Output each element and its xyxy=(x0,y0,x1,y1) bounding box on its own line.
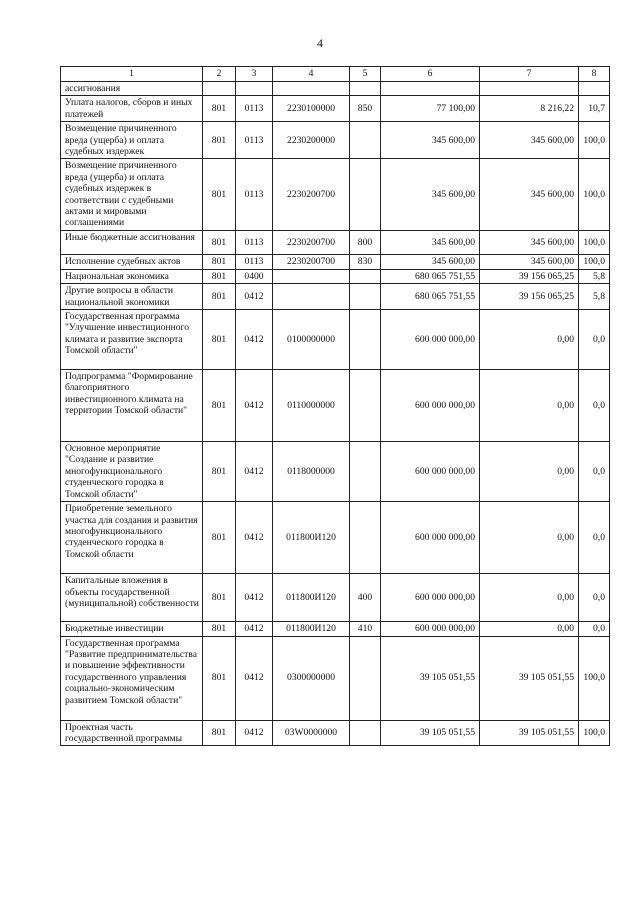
table-row xyxy=(61,622,610,636)
planned-amount: 680 065 751,55 xyxy=(381,284,480,310)
execution-percent: 0,0 xyxy=(579,310,610,370)
row-name: Уплата налогов, сборов и иных платежей xyxy=(61,96,203,122)
kvsr-code: 801 xyxy=(203,636,236,720)
table-row xyxy=(61,255,610,269)
execution-percent: 0,0 xyxy=(579,502,610,574)
target-article-code xyxy=(273,284,350,310)
planned-amount: 345 600,00 xyxy=(381,255,480,269)
kvsr-code: 801 xyxy=(203,720,236,746)
row-name: Другие вопросы в области национальной экономики xyxy=(61,284,203,310)
expense-type-code xyxy=(350,310,381,370)
target-article-code: 011800И120 xyxy=(273,574,350,622)
executed-amount: 345 600,00 xyxy=(480,255,579,269)
expense-type-code xyxy=(350,269,381,283)
section-code: 0412 xyxy=(236,574,273,622)
table-row xyxy=(61,284,610,310)
target-article-code: 2230100000 xyxy=(273,96,350,122)
table-body xyxy=(61,82,610,746)
column-header: 2 xyxy=(203,67,236,82)
section-code: 0113 xyxy=(236,122,273,159)
row-name: ассигнования xyxy=(61,82,203,96)
section-code: 0412 xyxy=(236,636,273,720)
execution-percent: 100,0 xyxy=(579,636,610,720)
expense-type-code xyxy=(350,720,381,746)
table-row xyxy=(61,122,610,159)
section-code: 0412 xyxy=(236,370,273,442)
executed-amount: 39 105 051,55 xyxy=(480,720,579,746)
table-row xyxy=(61,310,610,370)
table-row xyxy=(61,574,610,622)
execution-percent xyxy=(579,82,610,96)
kvsr-code: 801 xyxy=(203,622,236,636)
planned-amount: 77 100,00 xyxy=(381,96,480,122)
target-article-code: 2230200700 xyxy=(273,159,350,231)
target-article-code: 2230200700 xyxy=(273,231,350,255)
expense-type-code xyxy=(350,636,381,720)
execution-percent: 5,8 xyxy=(579,284,610,310)
row-name: Основное мероприятие "Создание и развитие многофункционального студенческого городка в Томской области" xyxy=(61,442,203,502)
section-code: 0412 xyxy=(236,310,273,370)
row-name: Государственная программа "Развитие предпринимательства и повышение эффективности государственного управления социально-экономическим развитием Томской области" xyxy=(61,636,203,720)
table-row xyxy=(61,502,610,574)
table-row xyxy=(61,636,610,720)
expense-type-code xyxy=(350,502,381,574)
expense-type-code xyxy=(350,370,381,442)
planned-amount: 600 000 000,00 xyxy=(381,442,480,502)
table-row xyxy=(61,720,610,746)
execution-percent: 0,0 xyxy=(579,370,610,442)
table-row xyxy=(61,442,610,502)
section-code: 0113 xyxy=(236,231,273,255)
row-name: Подпрограмма "Формирование благоприятного инвестиционного климата на территории Томской области" xyxy=(61,370,203,442)
planned-amount xyxy=(381,82,480,96)
section-code: 0412 xyxy=(236,720,273,746)
row-name: Капитальные вложения в объекты государственной (муниципальной) собственности xyxy=(61,574,203,622)
executed-amount: 0,00 xyxy=(480,622,579,636)
expense-type-code: 830 xyxy=(350,255,381,269)
section-code: 0412 xyxy=(236,502,273,574)
kvsr-code: 801 xyxy=(203,574,236,622)
target-article-code: 0300000000 xyxy=(273,636,350,720)
table-row xyxy=(61,370,610,442)
section-code xyxy=(236,82,273,96)
executed-amount: 0,00 xyxy=(480,442,579,502)
execution-percent: 100,0 xyxy=(579,122,610,159)
executed-amount: 345 600,00 xyxy=(480,122,579,159)
executed-amount: 0,00 xyxy=(480,574,579,622)
planned-amount: 345 600,00 xyxy=(381,159,480,231)
column-header: 1 xyxy=(61,67,203,82)
table-row xyxy=(61,82,610,96)
planned-amount: 39 105 051,55 xyxy=(381,720,480,746)
table-row xyxy=(61,159,610,231)
column-header: 7 xyxy=(480,67,579,82)
table-row xyxy=(61,231,610,255)
kvsr-code: 801 xyxy=(203,442,236,502)
planned-amount: 39 105 051,55 xyxy=(381,636,480,720)
execution-percent: 5,8 xyxy=(579,269,610,283)
executed-amount: 345 600,00 xyxy=(480,231,579,255)
kvsr-code: 801 xyxy=(203,231,236,255)
section-code: 0412 xyxy=(236,284,273,310)
kvsr-code: 801 xyxy=(203,310,236,370)
executed-amount: 8 216,22 xyxy=(480,96,579,122)
executed-amount: 0,00 xyxy=(480,502,579,574)
execution-percent: 100,0 xyxy=(579,720,610,746)
expense-type-code: 410 xyxy=(350,622,381,636)
target-article-code xyxy=(273,82,350,96)
row-name: Исполнение судебных актов xyxy=(61,255,203,269)
kvsr-code: 801 xyxy=(203,370,236,442)
expense-type-code: 400 xyxy=(350,574,381,622)
planned-amount: 600 000 000,00 xyxy=(381,310,480,370)
row-name: Иные бюджетные ассигнования xyxy=(61,231,203,255)
execution-percent: 10,7 xyxy=(579,96,610,122)
execution-percent: 100,0 xyxy=(579,159,610,231)
executed-amount: 345 600,00 xyxy=(480,159,579,231)
section-code: 0412 xyxy=(236,442,273,502)
execution-percent: 0,0 xyxy=(579,442,610,502)
kvsr-code: 801 xyxy=(203,96,236,122)
kvsr-code: 801 xyxy=(203,269,236,283)
planned-amount: 680 065 751,55 xyxy=(381,269,480,283)
kvsr-code: 801 xyxy=(203,284,236,310)
section-code: 0113 xyxy=(236,96,273,122)
execution-percent: 0,0 xyxy=(579,574,610,622)
column-header: 5 xyxy=(350,67,381,82)
row-name: Проектная часть государственной программы xyxy=(61,720,203,746)
kvsr-code: 801 xyxy=(203,159,236,231)
row-name: Возмещение причиненного вреда (ущерба) и оплата судебных издержек в соответствии с судебными актами и мировыми соглашениями xyxy=(61,159,203,231)
kvsr-code: 801 xyxy=(203,122,236,159)
column-header: 8 xyxy=(579,67,610,82)
budget-table xyxy=(60,66,610,746)
executed-amount: 0,00 xyxy=(480,310,579,370)
target-article-code: 011800И120 xyxy=(273,502,350,574)
section-code: 0412 xyxy=(236,622,273,636)
column-header: 3 xyxy=(236,67,273,82)
target-article-code: 0118000000 xyxy=(273,442,350,502)
expense-type-code xyxy=(350,284,381,310)
executed-amount xyxy=(480,82,579,96)
section-code: 0113 xyxy=(236,255,273,269)
kvsr-code: 801 xyxy=(203,255,236,269)
expense-type-code xyxy=(350,442,381,502)
expense-type-code: 850 xyxy=(350,96,381,122)
section-code: 0113 xyxy=(236,159,273,231)
execution-percent: 100,0 xyxy=(579,255,610,269)
target-article-code: 03W0000000 xyxy=(273,720,350,746)
expense-type-code xyxy=(350,159,381,231)
executed-amount: 39 105 051,55 xyxy=(480,636,579,720)
column-header: 4 xyxy=(273,67,350,82)
table-row xyxy=(61,96,610,122)
executed-amount: 0,00 xyxy=(480,370,579,442)
expense-type-code: 800 xyxy=(350,231,381,255)
target-article-code: 2230200700 xyxy=(273,255,350,269)
expense-type-code xyxy=(350,82,381,96)
planned-amount: 345 600,00 xyxy=(381,122,480,159)
executed-amount: 39 156 065,25 xyxy=(480,269,579,283)
expense-type-code xyxy=(350,122,381,159)
section-code: 0400 xyxy=(236,269,273,283)
execution-percent: 0,0 xyxy=(579,622,610,636)
planned-amount: 600 000 000,00 xyxy=(381,574,480,622)
row-name: Национальная экономика xyxy=(61,269,203,283)
target-article-code: 0110000000 xyxy=(273,370,350,442)
table-header-row xyxy=(61,67,610,82)
row-name: Возмещение причиненного вреда (ущерба) и оплата судебных издержек xyxy=(61,122,203,159)
row-name: Приобретение земельного участка для создания и развития многофункционального студенческого городка в Томской области xyxy=(61,502,203,574)
target-article-code xyxy=(273,269,350,283)
column-header: 6 xyxy=(381,67,480,82)
target-article-code: 2230200000 xyxy=(273,122,350,159)
row-name: Государственная программа "Улучшение инвестиционного климата и развитие экспорта Томской области" xyxy=(61,310,203,370)
planned-amount: 345 600,00 xyxy=(381,231,480,255)
planned-amount: 600 000 000,00 xyxy=(381,370,480,442)
table-row xyxy=(61,269,610,283)
target-article-code: 011800И120 xyxy=(273,622,350,636)
execution-percent: 100,0 xyxy=(579,231,610,255)
kvsr-code xyxy=(203,82,236,96)
kvsr-code: 801 xyxy=(203,502,236,574)
page-number: 4 xyxy=(317,36,323,50)
executed-amount: 39 156 065,25 xyxy=(480,284,579,310)
planned-amount: 600 000 000,00 xyxy=(381,622,480,636)
row-name: Бюджетные инвестиции xyxy=(61,622,203,636)
planned-amount: 600 000 000,00 xyxy=(381,502,480,574)
target-article-code: 0100000000 xyxy=(273,310,350,370)
